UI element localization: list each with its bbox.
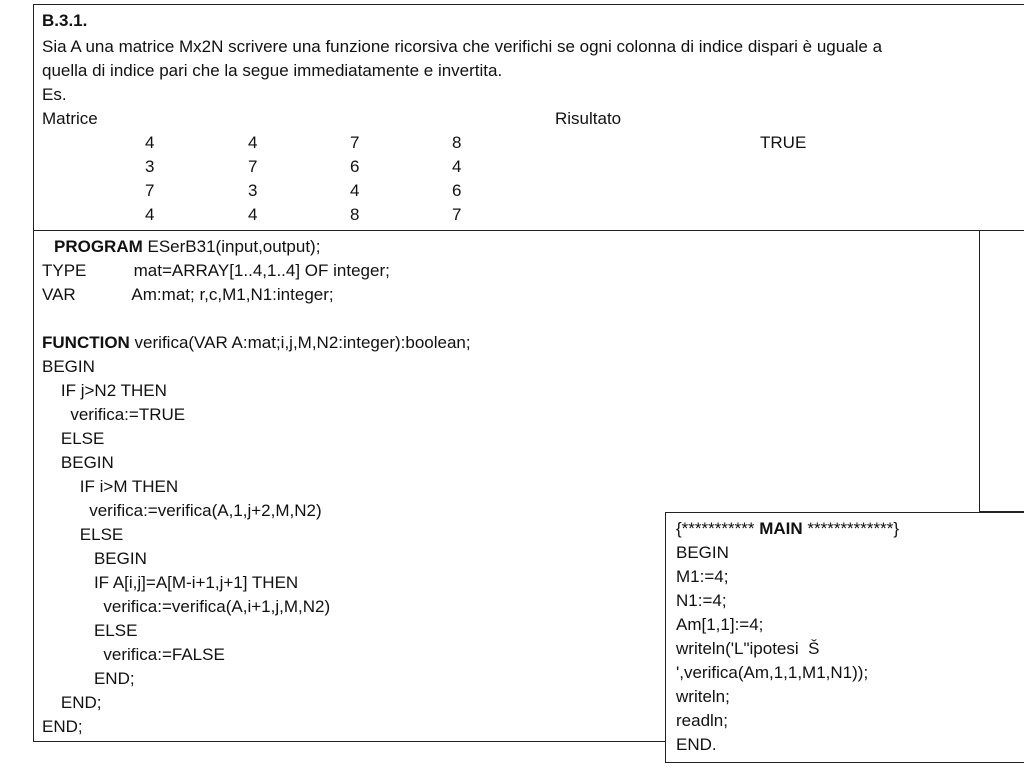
code-text: BEGIN [42, 453, 114, 472]
main-program-box [665, 512, 1024, 763]
matrix-cell: 4 [145, 205, 155, 224]
code-line [42, 523, 123, 547]
code-text: verifica:=verifica(A,i+1,j,M,N2) [42, 597, 331, 616]
side-box [979, 230, 1024, 512]
matrix-cell: 7 [452, 205, 462, 224]
code-keyword: PROGRAM [54, 237, 143, 256]
code-text: VAR Am:mat; r,c,M1,N1:integer; [42, 285, 334, 304]
exercise-text-line2: quella di indice pari che la segue immediatamente e invertita. [42, 61, 503, 80]
main-line: writeln('L"ipotesi Š [676, 639, 820, 658]
code-text: verifica:=TRUE [42, 405, 186, 424]
code-line [42, 547, 147, 571]
code-text: END; [42, 669, 135, 688]
exercise-id: B.3.1. [42, 11, 88, 30]
code-text: IF j>N2 THEN [42, 381, 167, 400]
example-label: Es. [42, 85, 67, 104]
result-label: Risultato [555, 109, 622, 128]
code-keyword: FUNCTION [42, 333, 130, 352]
main-line: Am[1,1]:=4; [676, 615, 764, 634]
main-header-suffix: *************} [802, 519, 900, 538]
code-line [42, 499, 322, 523]
code-text: ELSE [42, 621, 138, 640]
code-line [42, 331, 471, 355]
main-header [676, 517, 899, 541]
matrix-cell: 4 [248, 205, 258, 224]
matrix-cell: 7 [248, 157, 258, 176]
code-line [42, 715, 83, 739]
matrix-cell: 4 [248, 133, 258, 152]
matrix-cell: 4 [145, 133, 155, 152]
matrix-cell: 3 [145, 157, 155, 176]
code-text: ESerB31(input,output); [142, 237, 321, 256]
main-line: N1:=4; [676, 591, 727, 610]
code-text: END; [42, 693, 102, 712]
main-header-prefix: {*********** [676, 519, 760, 538]
matrix-cell: 6 [350, 157, 360, 176]
matrix-cell: 4 [350, 181, 360, 200]
code-line [42, 619, 137, 643]
matrix-cell: 7 [145, 181, 155, 200]
code-line [42, 667, 135, 691]
code-line [42, 571, 298, 595]
matrix-cell: 3 [248, 181, 258, 200]
code-text: END; [42, 717, 83, 736]
code-line [54, 235, 320, 259]
main-line: readln; [676, 711, 728, 730]
code-line [42, 379, 167, 403]
code-line [42, 427, 104, 451]
matrix-cell: 7 [350, 133, 360, 152]
code-line [42, 643, 225, 667]
matrix-label: Matrice [42, 109, 98, 128]
main-line: writeln; [676, 687, 730, 706]
result-value: TRUE [760, 133, 807, 152]
code-text: TYPE mat=ARRAY[1..4,1..4] OF integer; [42, 261, 390, 280]
code-text: BEGIN [42, 549, 147, 568]
main-line: BEGIN [676, 543, 729, 562]
matrix-cell: 4 [452, 157, 462, 176]
code-line [42, 475, 178, 499]
code-text: ELSE [42, 429, 105, 448]
code-text: IF A[i,j]=A[M-i+1,j+1] THEN [42, 573, 299, 592]
matrix-cell: 8 [350, 205, 360, 224]
exercise-text-line1: Sia A una matrice Mx2N scrivere una funzione ricorsiva che verifichi se ogni colonna di indice dispari è uguale a [42, 37, 883, 56]
code-text: ELSE [42, 525, 124, 544]
code-line [42, 691, 102, 715]
matrix-cell: 8 [452, 133, 462, 152]
code-text: verifica:=verifica(A,1,j+2,M,N2) [42, 501, 322, 520]
code-text: BEGIN [42, 357, 95, 376]
code-line [42, 283, 334, 307]
code-text: verifica:=FALSE [42, 645, 225, 664]
code-text: verifica(VAR A:mat;i,j,M,N2:integer):boolean; [129, 333, 471, 352]
code-text: IF i>M THEN [42, 477, 179, 496]
code-line [42, 451, 114, 475]
main-line: M1:=4; [676, 567, 729, 586]
code-line [42, 595, 330, 619]
code-line [42, 355, 95, 379]
code-line [42, 259, 390, 283]
main-header-keyword: MAIN [759, 519, 803, 538]
main-line: ',verifica(Am,1,1,M1,N1)); [676, 663, 869, 682]
code-line [42, 403, 185, 427]
matrix-cell: 6 [452, 181, 462, 200]
main-line: END. [676, 735, 717, 754]
